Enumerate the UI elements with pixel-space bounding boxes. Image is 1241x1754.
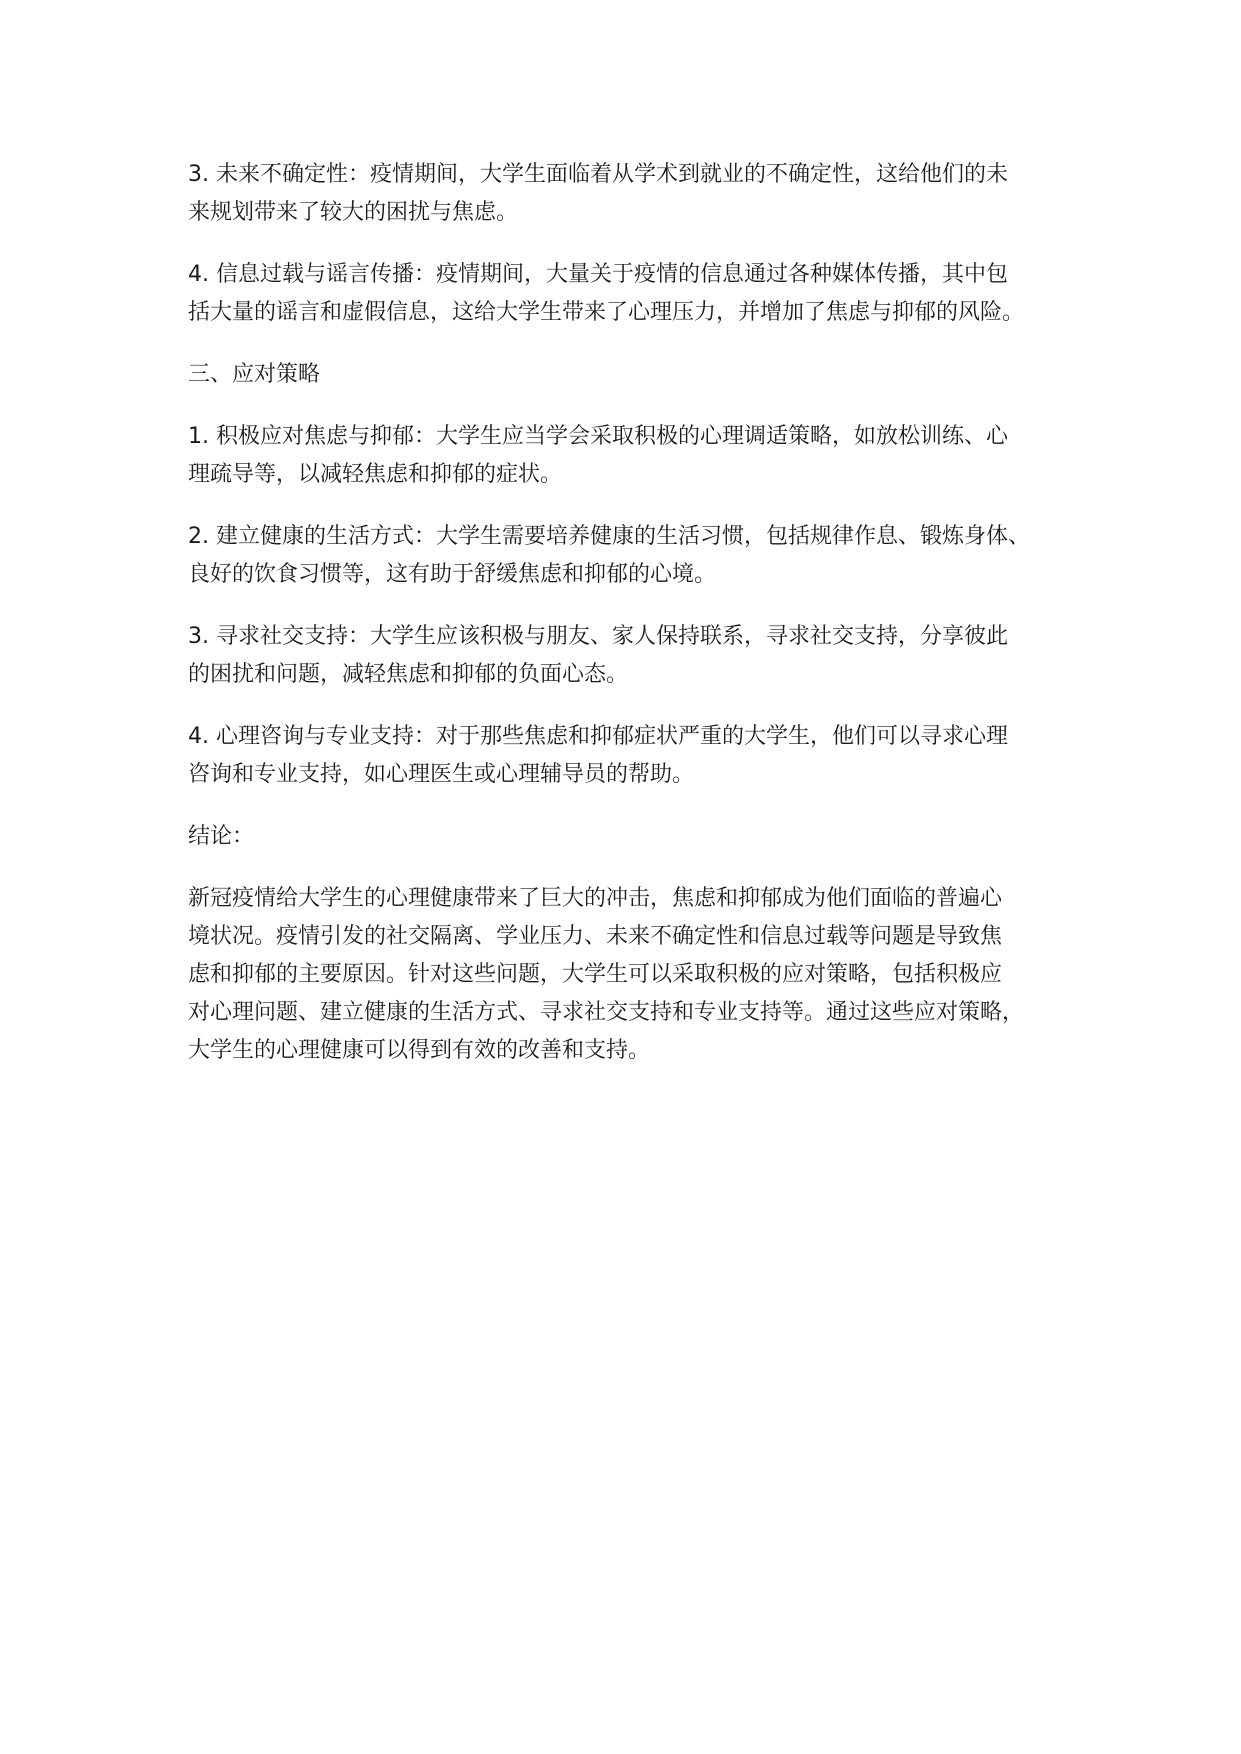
text-line: 境状况。疫情引发的社交隔离、学业压力、未来不确定性和信息过载等问题是导致焦: [188, 924, 1003, 949]
paragraph-future-uncertainty: [188, 156, 1088, 232]
text-line: 3. 未来不确定性：疫情期间，大学生面临着从学术到就业的不确定性，这给他们的未: [188, 162, 1008, 187]
text-line: 良好的饮食习惯等，这有助于舒缓焦虑和抑郁的心境。: [188, 562, 717, 587]
text-line: 新冠疫情给大学生的心理健康带来了巨大的冲击，焦虑和抑郁成为他们面临的普遍心: [188, 886, 1003, 911]
text-line: 4. 信息过载与谣言传播：疫情期间，大量关于疫情的信息通过各种媒体传播，其中包: [188, 262, 1008, 287]
paragraph-information-overload: [188, 256, 1088, 332]
text-line: 来规划带来了较大的困扰与焦虑。: [188, 200, 519, 225]
document-body: [188, 156, 1088, 1094]
strategy-item-2: [188, 518, 1088, 594]
text-line: 咨询和专业支持，如心理医生或心理辅导员的帮助。: [188, 762, 695, 787]
text-line: 2. 建立健康的生活方式：大学生需要培养健康的生活习惯，包括规律作息、锻炼身体、: [188, 524, 1030, 549]
conclusion-paragraph: [188, 880, 1088, 1070]
strategy-item-1: [188, 418, 1088, 494]
text-line: 括大量的谣言和虚假信息，这给大学生带来了心理压力，并增加了焦虑与抑郁的风险。: [188, 300, 1025, 325]
text-line: 大学生的心理健康可以得到有效的改善和支持。: [188, 1038, 651, 1063]
text-line: 1. 积极应对焦虑与抑郁：大学生应当学会采取积极的心理调适策略，如放松训练、心: [188, 424, 1008, 449]
text-line: 的困扰和问题，减轻焦虑和抑郁的负面心态。: [188, 662, 629, 687]
section-heading-strategies: 三、应对策略: [188, 362, 321, 387]
text-line: 3. 寻求社交支持：大学生应该积极与朋友、家人保持联系，寻求社交支持，分享彼此: [188, 624, 1008, 649]
conclusion-heading: 结论：: [188, 824, 255, 849]
text-line: 4. 心理咨询与专业支持：对于那些焦虑和抑郁症状严重的大学生，他们可以寻求心理: [188, 724, 1008, 749]
strategy-item-4: [188, 718, 1088, 794]
strategy-item-3: [188, 618, 1088, 694]
text-line: 对心理问题、建立健康的生活方式、寻求社交支持和专业支持等。通过这些应对策略，: [188, 1000, 1025, 1025]
text-line: 理疏导等，以减轻焦虑和抑郁的症状。: [188, 462, 563, 487]
text-line: 虑和抑郁的主要原因。针对这些问题，大学生可以采取积极的应对策略，包括积极应: [188, 962, 1003, 987]
